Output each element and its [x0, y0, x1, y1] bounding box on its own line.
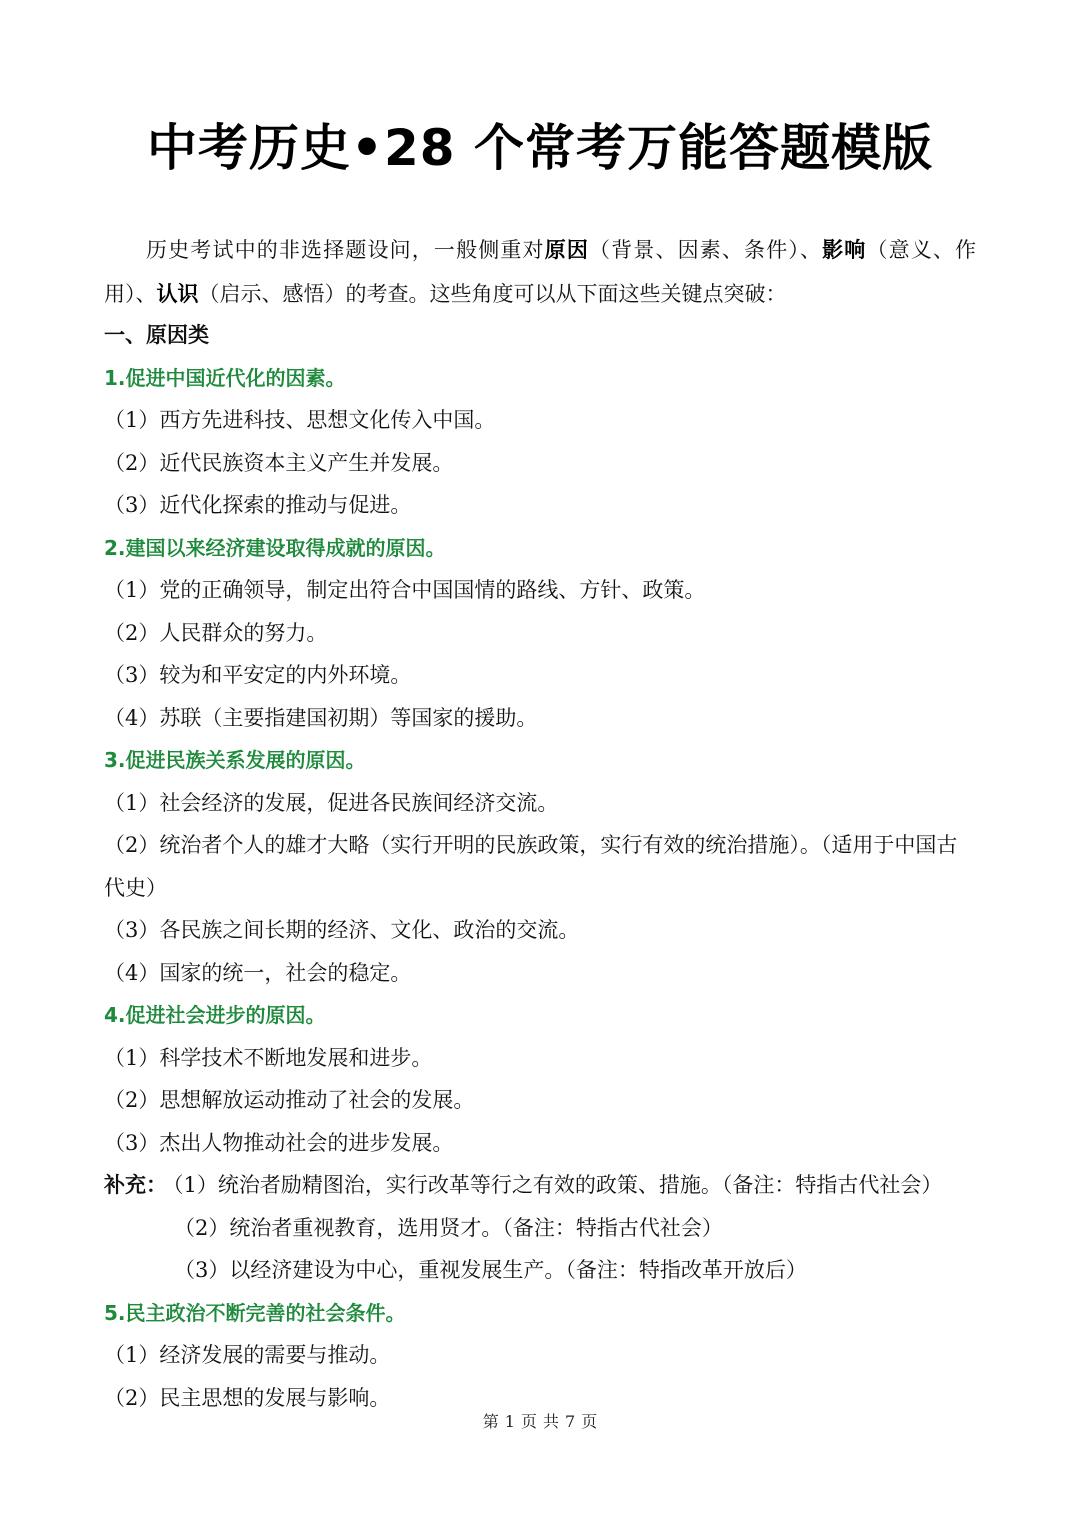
section-heading: 一、原因类: [104, 323, 209, 347]
answer-item: （4）苏联（主要指建国初期）等国家的援助。: [104, 705, 538, 730]
answer-item: （1）社会经济的发展，促进各民族间经济交流。: [104, 790, 559, 815]
question-heading-3: 3.促进民族关系发展的原因。: [104, 748, 366, 772]
answer-item: （1）党的正确领导，制定出符合中国国情的路线、方针、政策。: [104, 578, 706, 602]
intro-keyword-impact: 影响: [822, 237, 867, 262]
supplement-item: （3）以经济建设为中心，重视发展生产。（备注：特指改革开放后）: [174, 1258, 807, 1282]
intro-text-4: （启示、感悟）的考查。这些角度可以从下面这些关键点突破：: [198, 282, 787, 306]
intro-keyword-cause: 原因: [544, 237, 589, 262]
document-title: 中考历史•28 个常考万能答题模版: [147, 119, 933, 177]
document-body: [104, 314, 976, 1419]
intro-text-2: （背景、因素、条件）、: [589, 238, 823, 262]
question-heading-1: 1.促进中国近代化的因素。: [104, 365, 346, 390]
answer-item: （1）经济发展的需要与推动。: [104, 1343, 391, 1367]
intro-text-1: 历史考试中的非选择题设问，一般侧重对: [146, 238, 545, 262]
intro-text-3: （意义、作用）、: [104, 238, 977, 306]
answer-item: （1）西方先进科技、思想文化传入中国。: [104, 408, 496, 432]
question-heading-2: 2.建国以来经济建设取得成就的原因。: [104, 535, 446, 560]
question-heading-4: 4.促进社会进步的原因。: [104, 1003, 326, 1027]
answer-item: （2）思想解放运动推动了社会的发展。: [104, 1088, 475, 1112]
intro-paragraph: [104, 228, 976, 316]
answer-item: （2）人民群众的努力。: [104, 620, 328, 645]
answer-item: （1）科学技术不断地发展和进步。: [104, 1045, 433, 1070]
current-page-number: 1: [504, 1412, 515, 1431]
answer-item: （3）近代化探索的推动与促进。: [104, 493, 412, 517]
footer-word: 页: [581, 1412, 598, 1431]
question-heading-5: 5.民主政治不断完善的社会条件。: [104, 1300, 406, 1325]
supplement-item: （1）统治者励精图治，实行改革等行之有效的政策、措施。（备注：特指古代社会）: [173, 1173, 943, 1197]
footer-word: 页: [520, 1412, 537, 1431]
supplement-item: （2）统治者重视教育，选用贤才。（备注：特指古代社会）: [174, 1215, 723, 1240]
page-footer: [0, 1410, 1080, 1434]
answer-item: （4）国家的统一，社会的稳定。: [104, 960, 412, 985]
footer-word: 第: [482, 1412, 499, 1431]
answer-item: （2）民主思想的发展与影响。: [104, 1385, 391, 1410]
answer-item: （3）杰出人物推动社会的进步发展。: [104, 1130, 454, 1155]
footer-word: 共: [543, 1412, 560, 1431]
intro-keyword-understanding: 认识: [156, 281, 199, 306]
answer-item: （3）各民族之间长期的经济、文化、政治的交流。: [104, 918, 580, 942]
answer-item: （2）统治者个人的雄才大略（实行开明的民族政策，实行有效的统治措施）。（适用于中国古代史）: [104, 833, 958, 900]
total-pages: 7: [565, 1412, 576, 1431]
answer-item: （2）近代民族资本主义产生并发展。: [104, 450, 454, 475]
supplement-label: 补充：: [104, 1173, 167, 1197]
answer-item: （3）较为和平安定的内外环境。: [104, 663, 412, 687]
supplement-line: [104, 1164, 976, 1207]
